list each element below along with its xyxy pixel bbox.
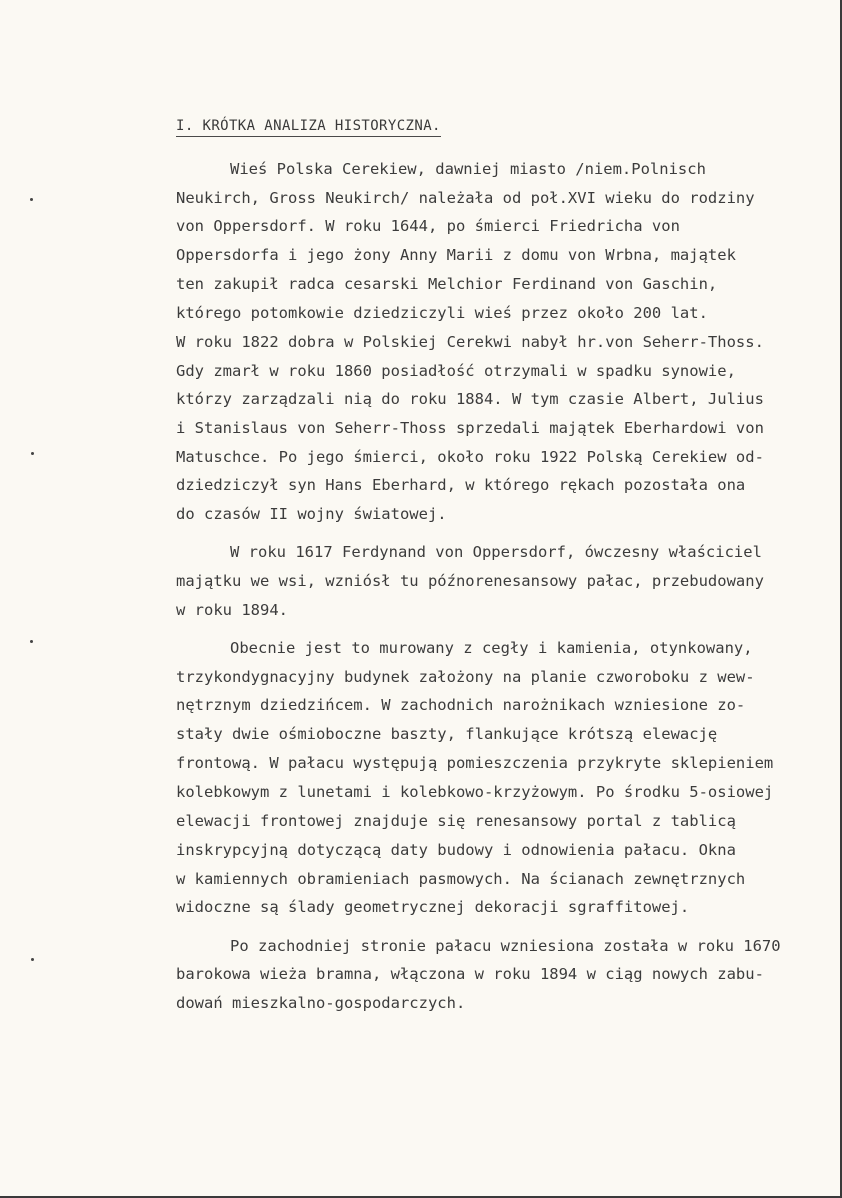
text-line: w kamiennych obramieniach pasmowych. Na ścianach zewnętrznych <box>176 870 746 888</box>
text-line: kolebkowym z lunetami i kolebkowo-krzyżowym. Po środku 5-osiowej <box>176 783 774 801</box>
text-line: inskrypcyjną dotyczącą daty budowy i odnowienia pałacu. Okna <box>176 841 736 859</box>
text-line: frontową. W pałacu występują pomieszczenia przykryte sklepieniem <box>176 754 774 772</box>
text-line: którzy zarządzali nią do roku 1884. W tym czasie Albert, Julius <box>176 390 764 408</box>
text-line: dowań mieszkalno-gospodarczych. <box>176 994 466 1012</box>
text-line: nętrznym dziedzińcem. W zachodnich narożnikach wzniesione zo- <box>176 696 746 714</box>
text-line: dziedziczył syn Hans Eberhard, w którego rękach pozostała ona <box>176 476 746 494</box>
text-line: W roku 1617 Ferdynand von Oppersdorf, ówczesny właściciel <box>230 543 762 561</box>
paper-speck <box>31 452 34 455</box>
text-line: barokowa wieża bramna, włączona w roku 1894 w ciąg nowych zabu- <box>176 965 764 983</box>
text-line: Oppersdorfa i jego żony Anny Marii z domu von Wrbna, majątek <box>176 246 736 264</box>
text-line: Neukirch, Gross Neukirch/ należała od poł.XVI wieku do rodziny <box>176 189 755 207</box>
text-line: ten zakupił radca cesarski Melchior Ferdinand von Gaschin, <box>176 275 718 293</box>
text-line: Wieś Polska Cerekiew, dawniej miasto /niem.Polnisch <box>230 160 706 178</box>
text-line: widoczne są ślady geometrycznej dekoracji sgraffitowej. <box>176 898 690 916</box>
paper-speck <box>30 640 33 643</box>
text-line: i Stanislaus von Seherr-Thoss sprzedali majątek Eberhardowi von <box>176 419 764 437</box>
text-line: Gdy zmarł w roku 1860 posiadłość otrzymali w spadku synowie, <box>176 362 736 380</box>
text-line: W roku 1822 dobra w Polskiej Cerekwi nabył hr.von Seherr-Thoss. <box>176 333 764 351</box>
text-line: elewacji frontowej znajduje się renesansowy portal z tablicą <box>176 812 736 830</box>
text-line: von Oppersdorf. W roku 1644, po śmierci Friedricha von <box>176 217 680 235</box>
section-heading: I. KRÓTKA ANALIZA HISTORYCZNA. <box>176 117 441 137</box>
text-line: w roku 1894. <box>176 601 288 619</box>
text-line: stały dwie ośmioboczne baszty, flankujące krótszą elewację <box>176 725 718 743</box>
text-line: majątku we wsi, wzniósł tu późnorenesansowy pałac, przebudowany <box>176 572 764 590</box>
text-line: Matuschce. Po jego śmierci, około roku 1922 Polską Cerekiew od- <box>176 448 764 466</box>
text-line: Obecnie jest to murowany z cegły i kamienia, otynkowany, <box>230 639 753 657</box>
paper-speck <box>31 958 34 961</box>
text-line: Po zachodniej stronie pałacu wzniesiona została w roku 1670 <box>230 937 781 955</box>
paper-speck <box>30 198 33 201</box>
text-line: trzykondygnacyjny budynek założony na planie czworoboku z wew- <box>176 668 755 686</box>
text-line: do czasów II wojny światowej. <box>176 505 447 523</box>
text-line: którego potomkowie dziedziczyli wieś przez około 200 lat. <box>176 304 708 322</box>
